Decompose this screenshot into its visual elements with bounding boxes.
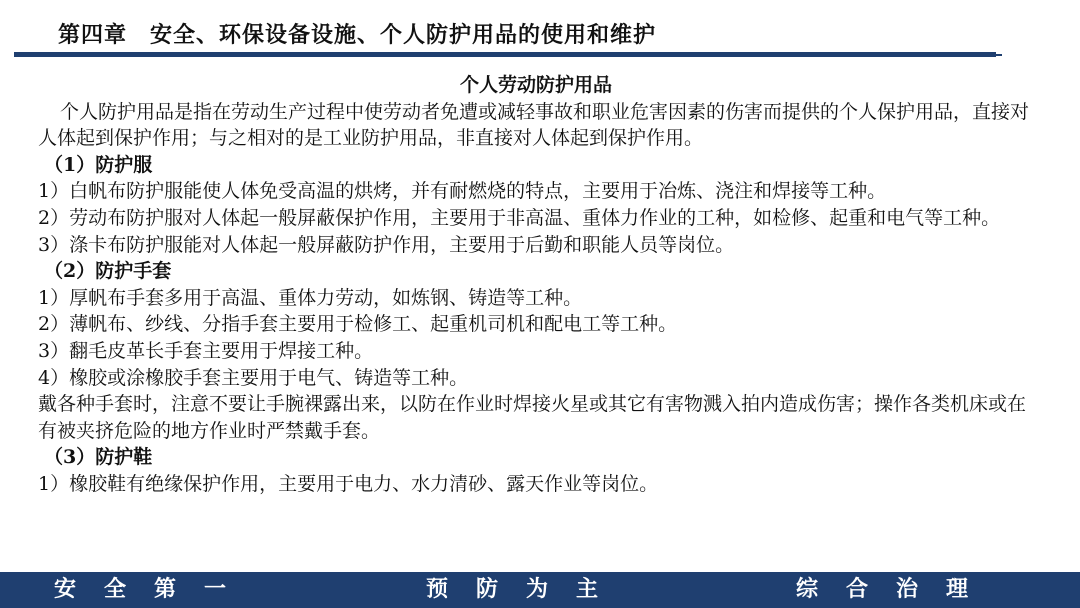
heading-protective-shoes: （3）防护鞋 — [44, 446, 153, 469]
heading-protective-clothing: （1）防护服 — [44, 153, 153, 176]
intro-paragraph: 个人防护用品是指在劳动生产过程中使劳动者免遭或减轻事故和职业危害因素的伤害而提供的个人保护用品，直接对人体起到保护作用；与之相对的是工业防护用品，非直接对人体起到保护作用。 — [38, 100, 1030, 150]
header-divider-tail — [996, 54, 1002, 56]
gloves-item: 3）翻毛皮革长手套主要用于焊接工种。 — [38, 339, 374, 362]
heading-protective-gloves: （2）防护手套 — [44, 260, 172, 283]
footer-slogan-safety-first: 安全第一 — [54, 577, 255, 602]
gloves-item: 1）厚帆布手套多用于高温、重体力劳动，如炼钢、铸造等工种。 — [38, 286, 583, 309]
gloves-note: 戴各种手套时，注意不要让手腕裸露出来，以防在作业时焊接火星或其它有害物溅入拍内造成伤害；操作各类机床或在有被夹挤危险的地方作业时严禁戴手套。 — [38, 393, 1027, 442]
gloves-item: 4）橡胶或涂橡胶手套主要用于电气、铸造等工种。 — [38, 366, 469, 389]
slide-content — [38, 72, 1038, 498]
shoes-item: 1）橡胶鞋有绝缘保护作用，主要用于电力、水力清砂、露天作业等岗位。 — [38, 472, 659, 495]
chapter-title: 第四章 安全、环保设备设施、个人防护用品的使用和维护 — [58, 23, 657, 48]
footer-slogan-governance: 综合治理 — [796, 577, 997, 602]
clothing-item: 3）涤卡布防护服能对人体起一般屏蔽防护作用，主要用于后勤和职能人员等岗位。 — [38, 233, 735, 256]
header-divider — [14, 52, 996, 57]
gloves-item: 2）薄帆布、纱线、分指手套主要用于检修工、起重机司机和配电工等工种。 — [38, 313, 678, 336]
footer-slogan-prevention: 预防为主 — [426, 577, 627, 602]
section-title: 个人劳动防护用品 — [459, 74, 612, 96]
clothing-item: 2）劳动布防护服对人体起一般屏蔽保护作用，主要用于非高温、重体力作业的工种，如检修、起重和电气等工种。 — [38, 206, 1001, 229]
clothing-item: 1）白帆布防护服能使人体免受高温的烘烤，并有耐燃烧的特点，主要用于冶炼、浇注和焊接等工种。 — [38, 180, 887, 203]
